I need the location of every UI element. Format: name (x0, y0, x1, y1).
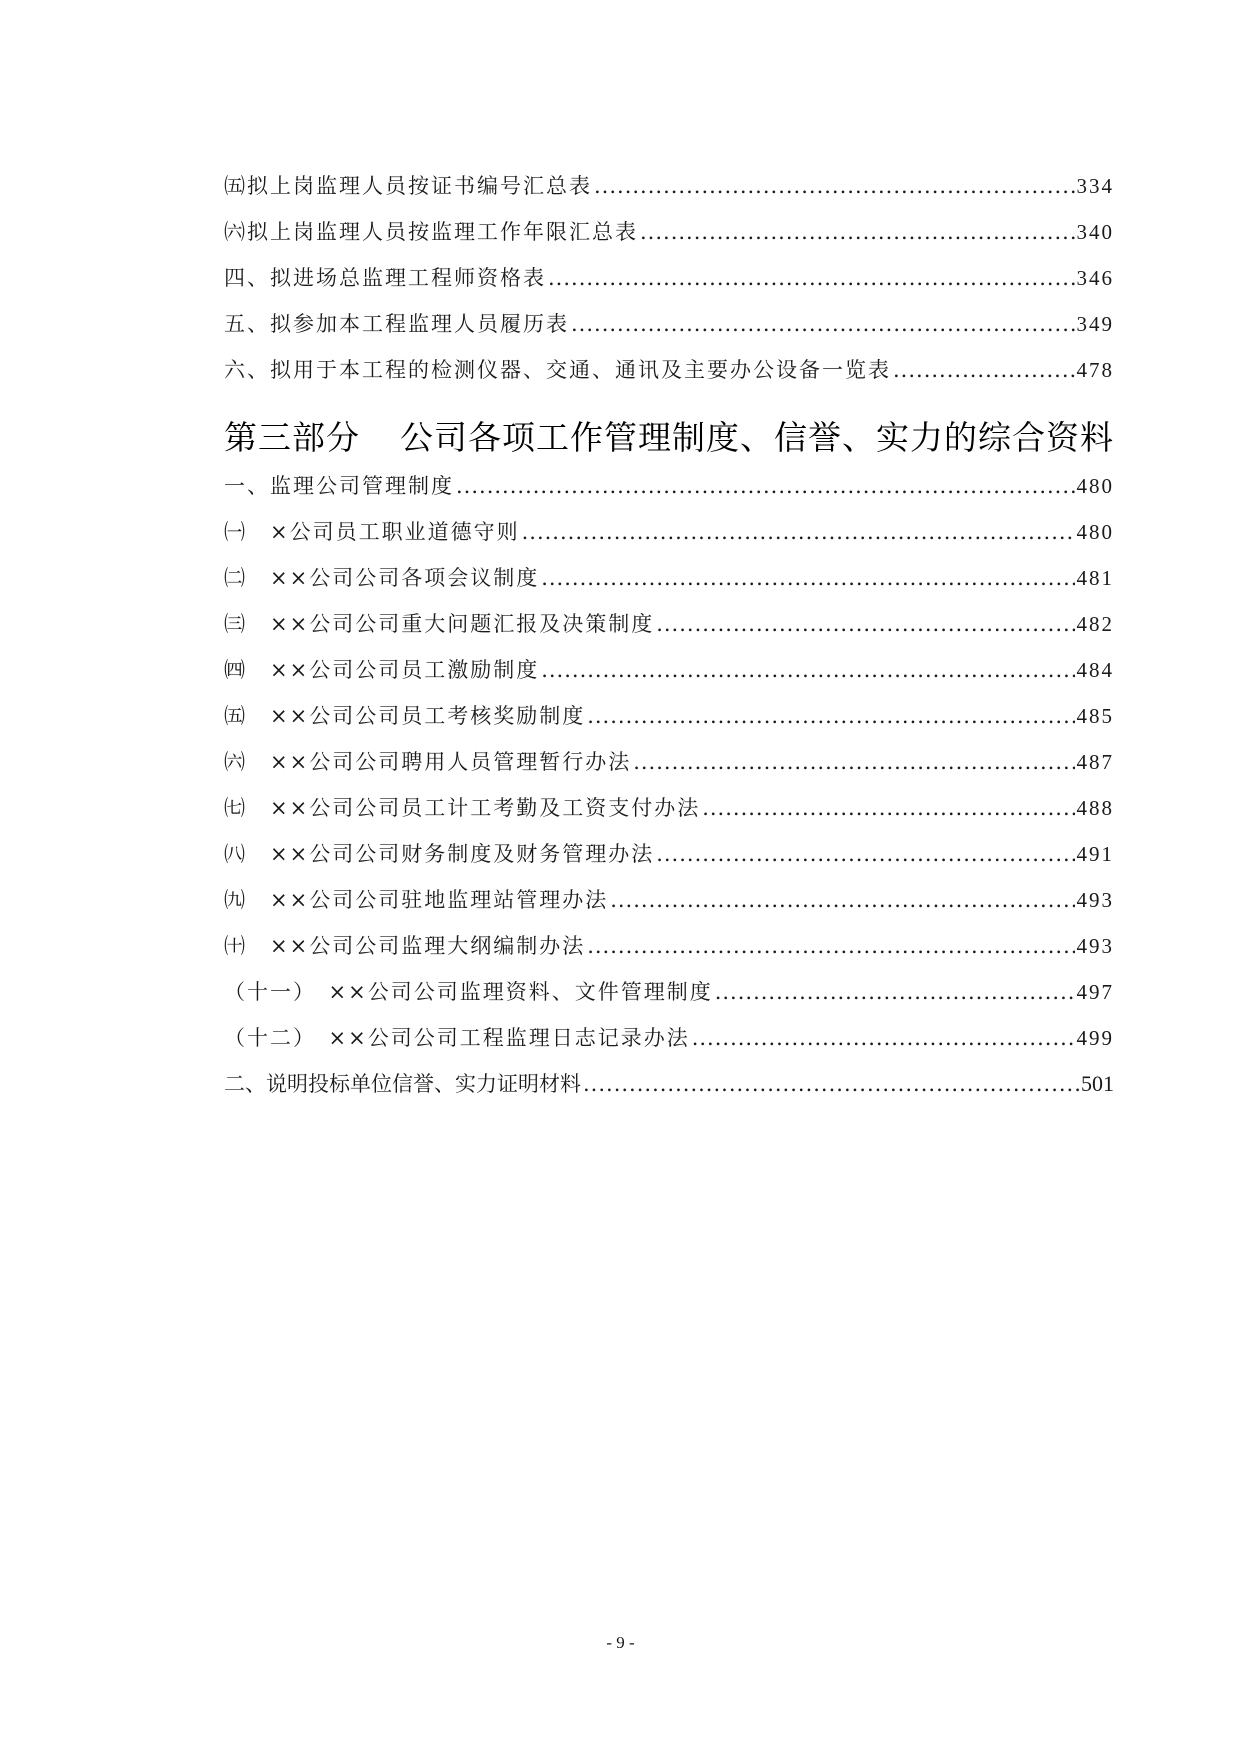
toc-entry-label: ㈠ ×公司员工职业道德守则 (224, 520, 520, 544)
toc-entry[interactable] (224, 746, 1114, 792)
toc-entry[interactable] (224, 216, 1114, 262)
toc-leader-dots (692, 1026, 1075, 1050)
toc-entry[interactable] (224, 262, 1114, 308)
toc-entry-page: 499 (1076, 1026, 1114, 1050)
toc-entry-page: 493 (1076, 934, 1114, 958)
toc-entry-page: 501 (1081, 1071, 1114, 1096)
toc-leader-dots (583, 1072, 1079, 1096)
page-number: - 9 - (606, 1633, 635, 1652)
toc-entry[interactable] (224, 1068, 1114, 1114)
toc-entry-page: 478 (1076, 358, 1114, 382)
toc-leader-dots (656, 842, 1074, 866)
toc-entry-page: 485 (1076, 704, 1114, 728)
toc-entry-page: 334 (1076, 174, 1114, 198)
toc-entry-label: ㈤ ××公司公司员工考核奖励制度 (224, 704, 586, 728)
toc-entry-page: 480 (1076, 520, 1114, 544)
toc-leader-dots (571, 312, 1075, 336)
toc-entry-page: 349 (1076, 312, 1114, 336)
toc-leader-dots (541, 566, 1074, 590)
toc-entry[interactable] (224, 1022, 1114, 1068)
toc-entry-page: 497 (1076, 980, 1114, 1004)
toc-entry[interactable] (224, 792, 1114, 838)
toc-leader-dots (633, 750, 1074, 774)
toc-entry[interactable] (224, 884, 1114, 930)
toc-entry-label: ㈨ ××公司公司驻地监理站管理办法 (224, 888, 609, 912)
section-heading[interactable] (224, 400, 1114, 470)
toc-entry[interactable] (224, 976, 1114, 1022)
toc-entry-label: 五、拟参加本工程监理人员履历表 (224, 312, 569, 336)
toc-leader-dots (541, 658, 1074, 682)
toc-entry-page: 484 (1076, 658, 1114, 682)
toc-entry-page: 482 (1076, 612, 1114, 636)
toc-entry-label: 六、拟用于本工程的检测仪器、交通、通讯及主要办公设备一览表 (224, 358, 891, 382)
toc-entry-page: 481 (1076, 566, 1114, 590)
toc-leader-dots (715, 980, 1075, 1004)
toc-leader-dots (456, 474, 1075, 498)
toc-leader-dots (893, 358, 1075, 382)
toc-entry-label: 二、说明投标单位信誉、实力证明材料 (224, 1072, 581, 1096)
toc-entry[interactable] (224, 654, 1114, 700)
toc-entry[interactable] (224, 470, 1114, 516)
toc-leader-dots (522, 520, 1075, 544)
toc-entry-label: 四、拟进场总监理工程师资格表 (224, 266, 546, 290)
toc-leader-dots (610, 888, 1074, 912)
toc-entry-label: ㈦ ××公司公司员工计工考勤及工资支付办法 (224, 796, 701, 820)
toc-entry-page: 480 (1076, 474, 1114, 498)
toc-entry[interactable] (224, 608, 1114, 654)
toc-entry-page: 493 (1076, 888, 1114, 912)
toc-entry[interactable] (224, 930, 1114, 976)
toc-leader-dots (640, 220, 1075, 244)
toc-entry-label: ㈡ ××公司公司各项会议制度 (224, 566, 540, 590)
toc-leader-dots (656, 612, 1074, 636)
table-of-contents (224, 170, 1114, 1114)
toc-entry[interactable] (224, 700, 1114, 746)
toc-entry-label: 一、监理公司管理制度 (224, 474, 454, 498)
section-part-number: 第三部分 (224, 417, 360, 457)
toc-entry-label: ㈢ ××公司公司重大问题汇报及决策制度 (224, 612, 655, 636)
toc-entry-label: ㈩ ××公司公司监理大纲编制办法 (224, 934, 586, 958)
toc-entry-label: ㈥ ××公司公司聘用人员管理暂行办法 (224, 750, 632, 774)
toc-entry-label: ㈧ ××公司公司财务制度及财务管理办法 (224, 842, 655, 866)
toc-entry-page: 488 (1076, 796, 1114, 820)
toc-leader-dots (702, 796, 1074, 820)
toc-leader-dots (587, 934, 1074, 958)
toc-entry[interactable] (224, 516, 1114, 562)
toc-entry[interactable] (224, 170, 1114, 216)
toc-entry-label: ㈤拟上岗监理人员按证书编号汇总表 (224, 174, 592, 198)
toc-leader-dots (594, 174, 1075, 198)
toc-entry-page: 487 (1076, 750, 1114, 774)
toc-entry-page: 346 (1076, 266, 1114, 290)
toc-leader-dots (548, 266, 1075, 290)
toc-leader-dots (587, 704, 1074, 728)
toc-entry[interactable] (224, 562, 1114, 608)
toc-entry[interactable] (224, 308, 1114, 354)
toc-entry-page: 340 (1076, 220, 1114, 244)
toc-entry-page: 491 (1076, 842, 1114, 866)
toc-entry[interactable] (224, 354, 1114, 400)
toc-entry-label: ㈣ ××公司公司员工激励制度 (224, 658, 540, 682)
toc-entry-label: （十一） ××公司公司监理资料、文件管理制度 (224, 980, 713, 1004)
toc-entry[interactable] (224, 838, 1114, 884)
toc-entry-label: （十二） ××公司公司工程监理日志记录办法 (224, 1026, 690, 1050)
toc-entry-label: ㈥拟上岗监理人员按监理工作年限汇总表 (224, 220, 638, 244)
section-title: 公司各项工作管理制度、信誉、实力的综合资料 (400, 417, 1114, 457)
